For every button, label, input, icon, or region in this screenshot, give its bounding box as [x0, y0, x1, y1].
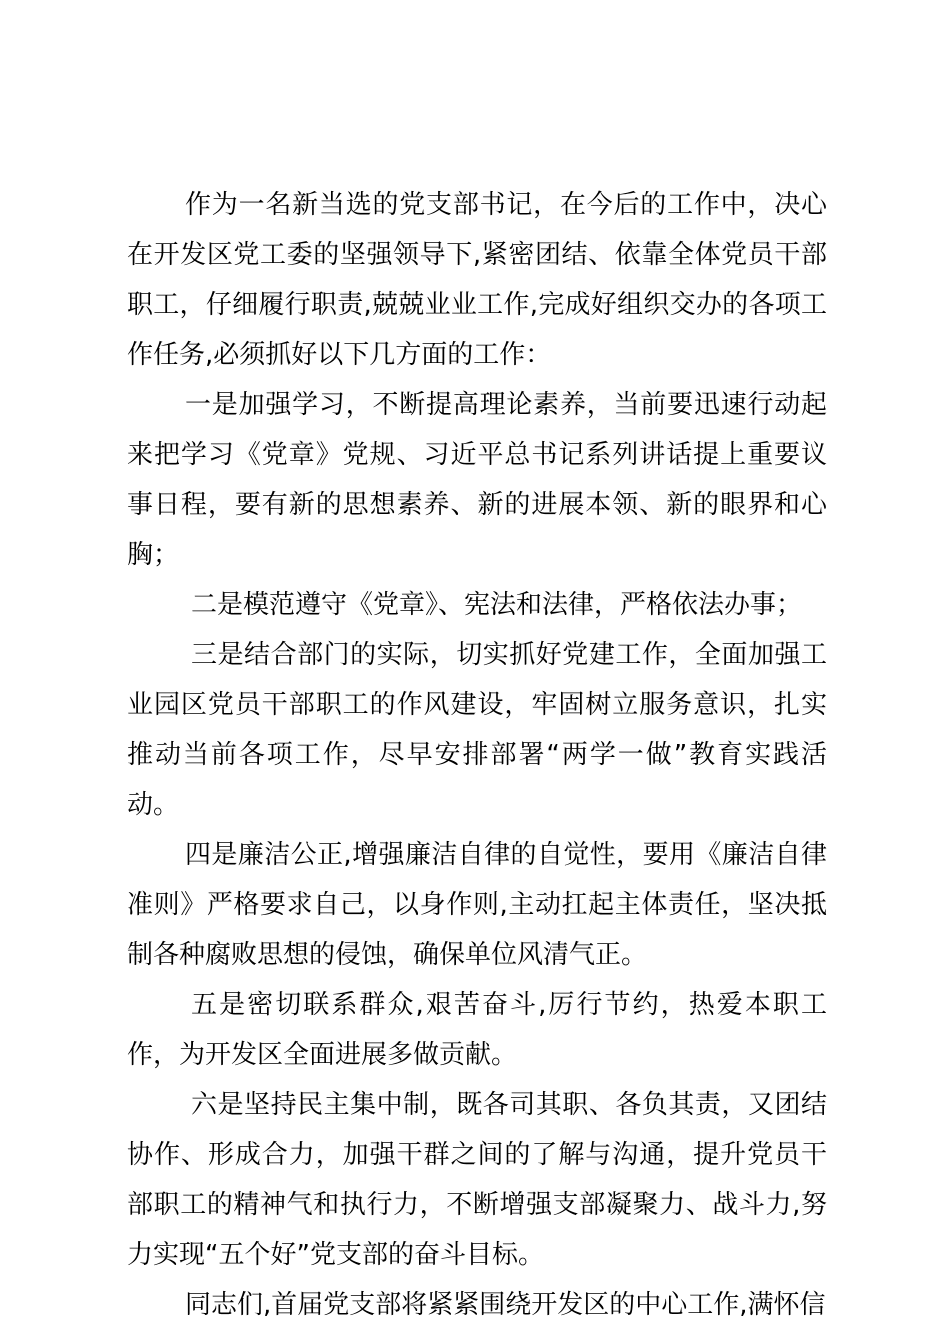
- paragraph-closing: 同志们,首届党支部将紧紧围绕开发区的中心工作,满怀信: [185, 1290, 826, 1320]
- paragraph-point-5: 五是密切联系群众,艰苦奋斗,厉行节约，热爱本职工作，为开发区全面进展多做贡献。: [127, 990, 827, 1070]
- paragraph-point-3: 三是结合部门的实际，切实抓好党建工作，全面加强工业园区党员干部职工的作风建设，牢固树立服务意识，扎实推动当前各项工作，尽早安排部署“两学一做”教育实践活动。: [127, 640, 827, 820]
- paragraph-point-1: 一是加强学习，不断提高理论素养，当前要迅速行动起来把学习《党章》党规、习近平总书记系列讲话提上重要议事日程，要有新的思想素养、新的进展本领、新的眼界和心胸；: [127, 390, 827, 570]
- paragraph-intro: 作为一名新当选的党支部书记，在今后的工作中，决心在开发区党工委的坚强领导下,紧密团结、依靠全体党员干部职工，仔细履行职责,兢兢业业工作,完成好组织交办的各项工作任务,必须抓好以下几方面的工作：: [127, 190, 827, 370]
- paragraph-point-2: 二是模范遵守《党章》、宪法和法律，严格依法办事；: [191, 590, 803, 620]
- document-body: [127, 180, 827, 1330]
- paragraph-point-4: 四是廉洁公正,增强廉洁自律的自觉性，要用《廉洁自律准则》严格要求自己，以身作则,主动扛起主体责任，坚决抵制各种腐败思想的侵蚀，确保单位风清气正。: [127, 840, 827, 970]
- paragraph-point-6: 六是坚持民主集中制，既各司其职、各负其责，又团结协作、形成合力，加强干群之间的了解与沟通，提升党员干部职工的精神气和执行力，不断增强支部凝聚力、战斗力,努力实现“五个好”党支部的奋斗目标。: [127, 1090, 827, 1270]
